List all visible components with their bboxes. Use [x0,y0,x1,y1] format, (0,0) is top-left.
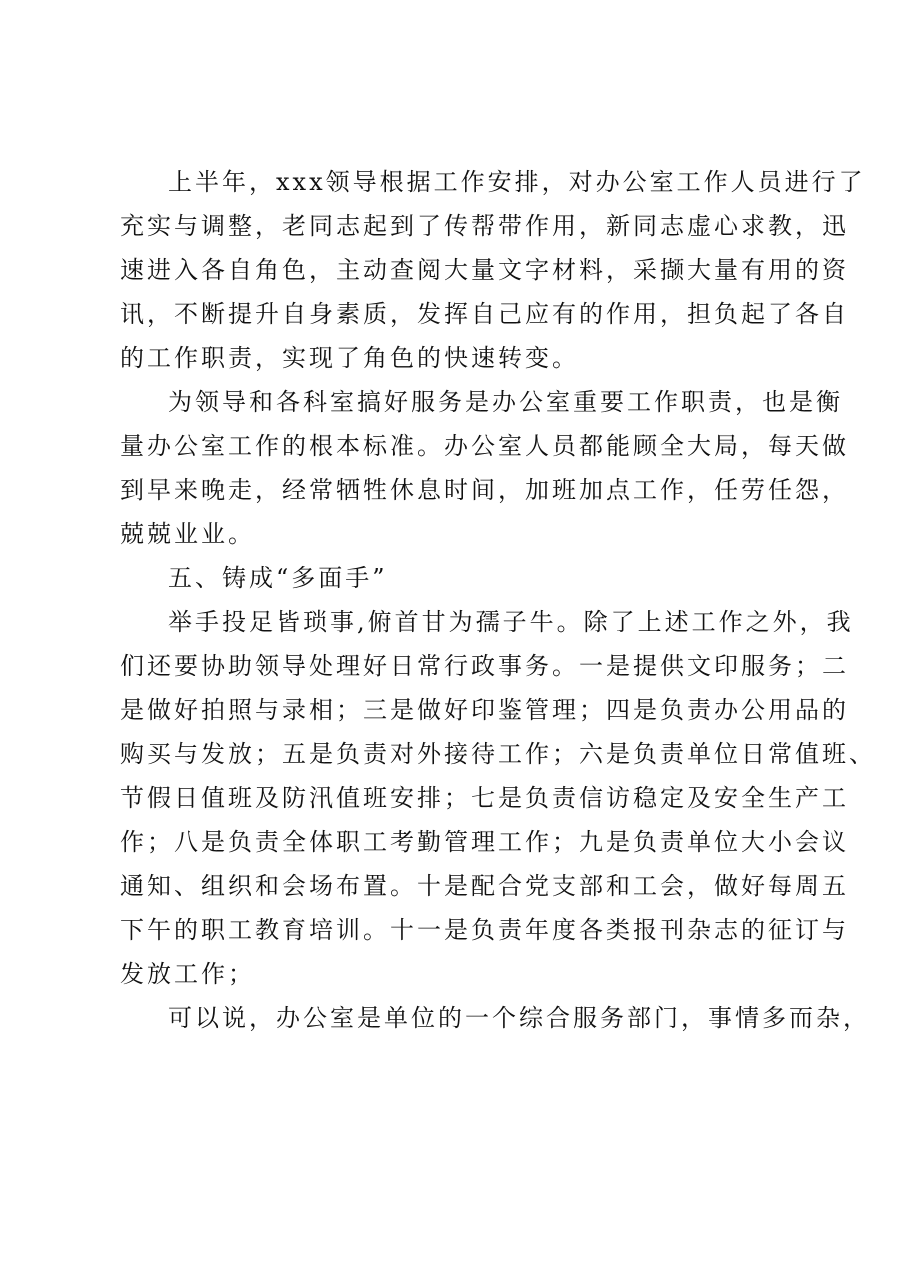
paragraph-3-line-1: 举手投足皆琐事,俯首甘为孺子牛。除了上述工作之外，我 [168,608,854,636]
paragraph-1-line-5: 的工作职责，实现了角色的快速转变。 [120,344,579,372]
paragraph-1-line-2: 充实与调整，老同志起到了传帮带作用，新同志虚心求教，迅 [120,212,849,240]
paragraph-1-line-1: 上半年，xxx领导根据工作安排，对办公室工作人员进行了 [168,168,866,196]
paragraph-2-line-2: 量办公室工作的根本标准。办公室人员都能顾全大局，每天做 [120,432,849,460]
paragraph-3-line-3: 是做好拍照与录相；三是做好印鉴管理；四是负责办公用品的 [120,696,849,724]
paragraph-3-line-5: 节假日值班及防汛值班安排；七是负责信访稳定及安全生产工 [120,784,849,812]
paragraph-3-line-7: 通知、组织和会场布置。十是配合党支部和工会，做好每周五 [120,872,849,900]
paragraph-1-line-3: 速进入各自角色，主动查阅大量文字材料，采撷大量有用的资 [120,256,849,284]
paragraph-2-line-1: 为领导和各科室搞好服务是办公室重要工作职责，也是衡 [168,388,843,416]
paragraph-2-line-3: 到早来晚走，经常牺牲休息时间，加班加点工作，任劳任怨， [120,476,849,504]
paragraph-3-line-2: 们还要协助领导处理好日常行政事务。一是提供文印服务；二 [120,652,849,680]
paragraph-2-line-4: 兢兢业业。 [120,520,255,548]
paragraph-3-line-9: 发放工作； [120,960,255,988]
document-body [120,160,876,1040]
section-heading: 五、铸成“多面手” [168,564,388,592]
paragraph-4-line-1: 可以说，办公室是单位的一个综合服务部门，事情多而杂， [168,1004,870,1032]
paragraph-3-line-6: 作；八是负责全体职工考勤管理工作；九是负责单位大小会议 [120,828,849,856]
paragraph-3-line-4: 购买与发放；五是负责对外接待工作；六是负责单位日常值班、 [120,740,876,768]
paragraph-1-line-4: 讯，不断提升自身素质，发挥自己应有的作用，担负起了各自 [120,300,849,328]
paragraph-3-line-8: 下午的职工教育培训。十一是负责年度各类报刊杂志的征订与 [120,916,849,944]
